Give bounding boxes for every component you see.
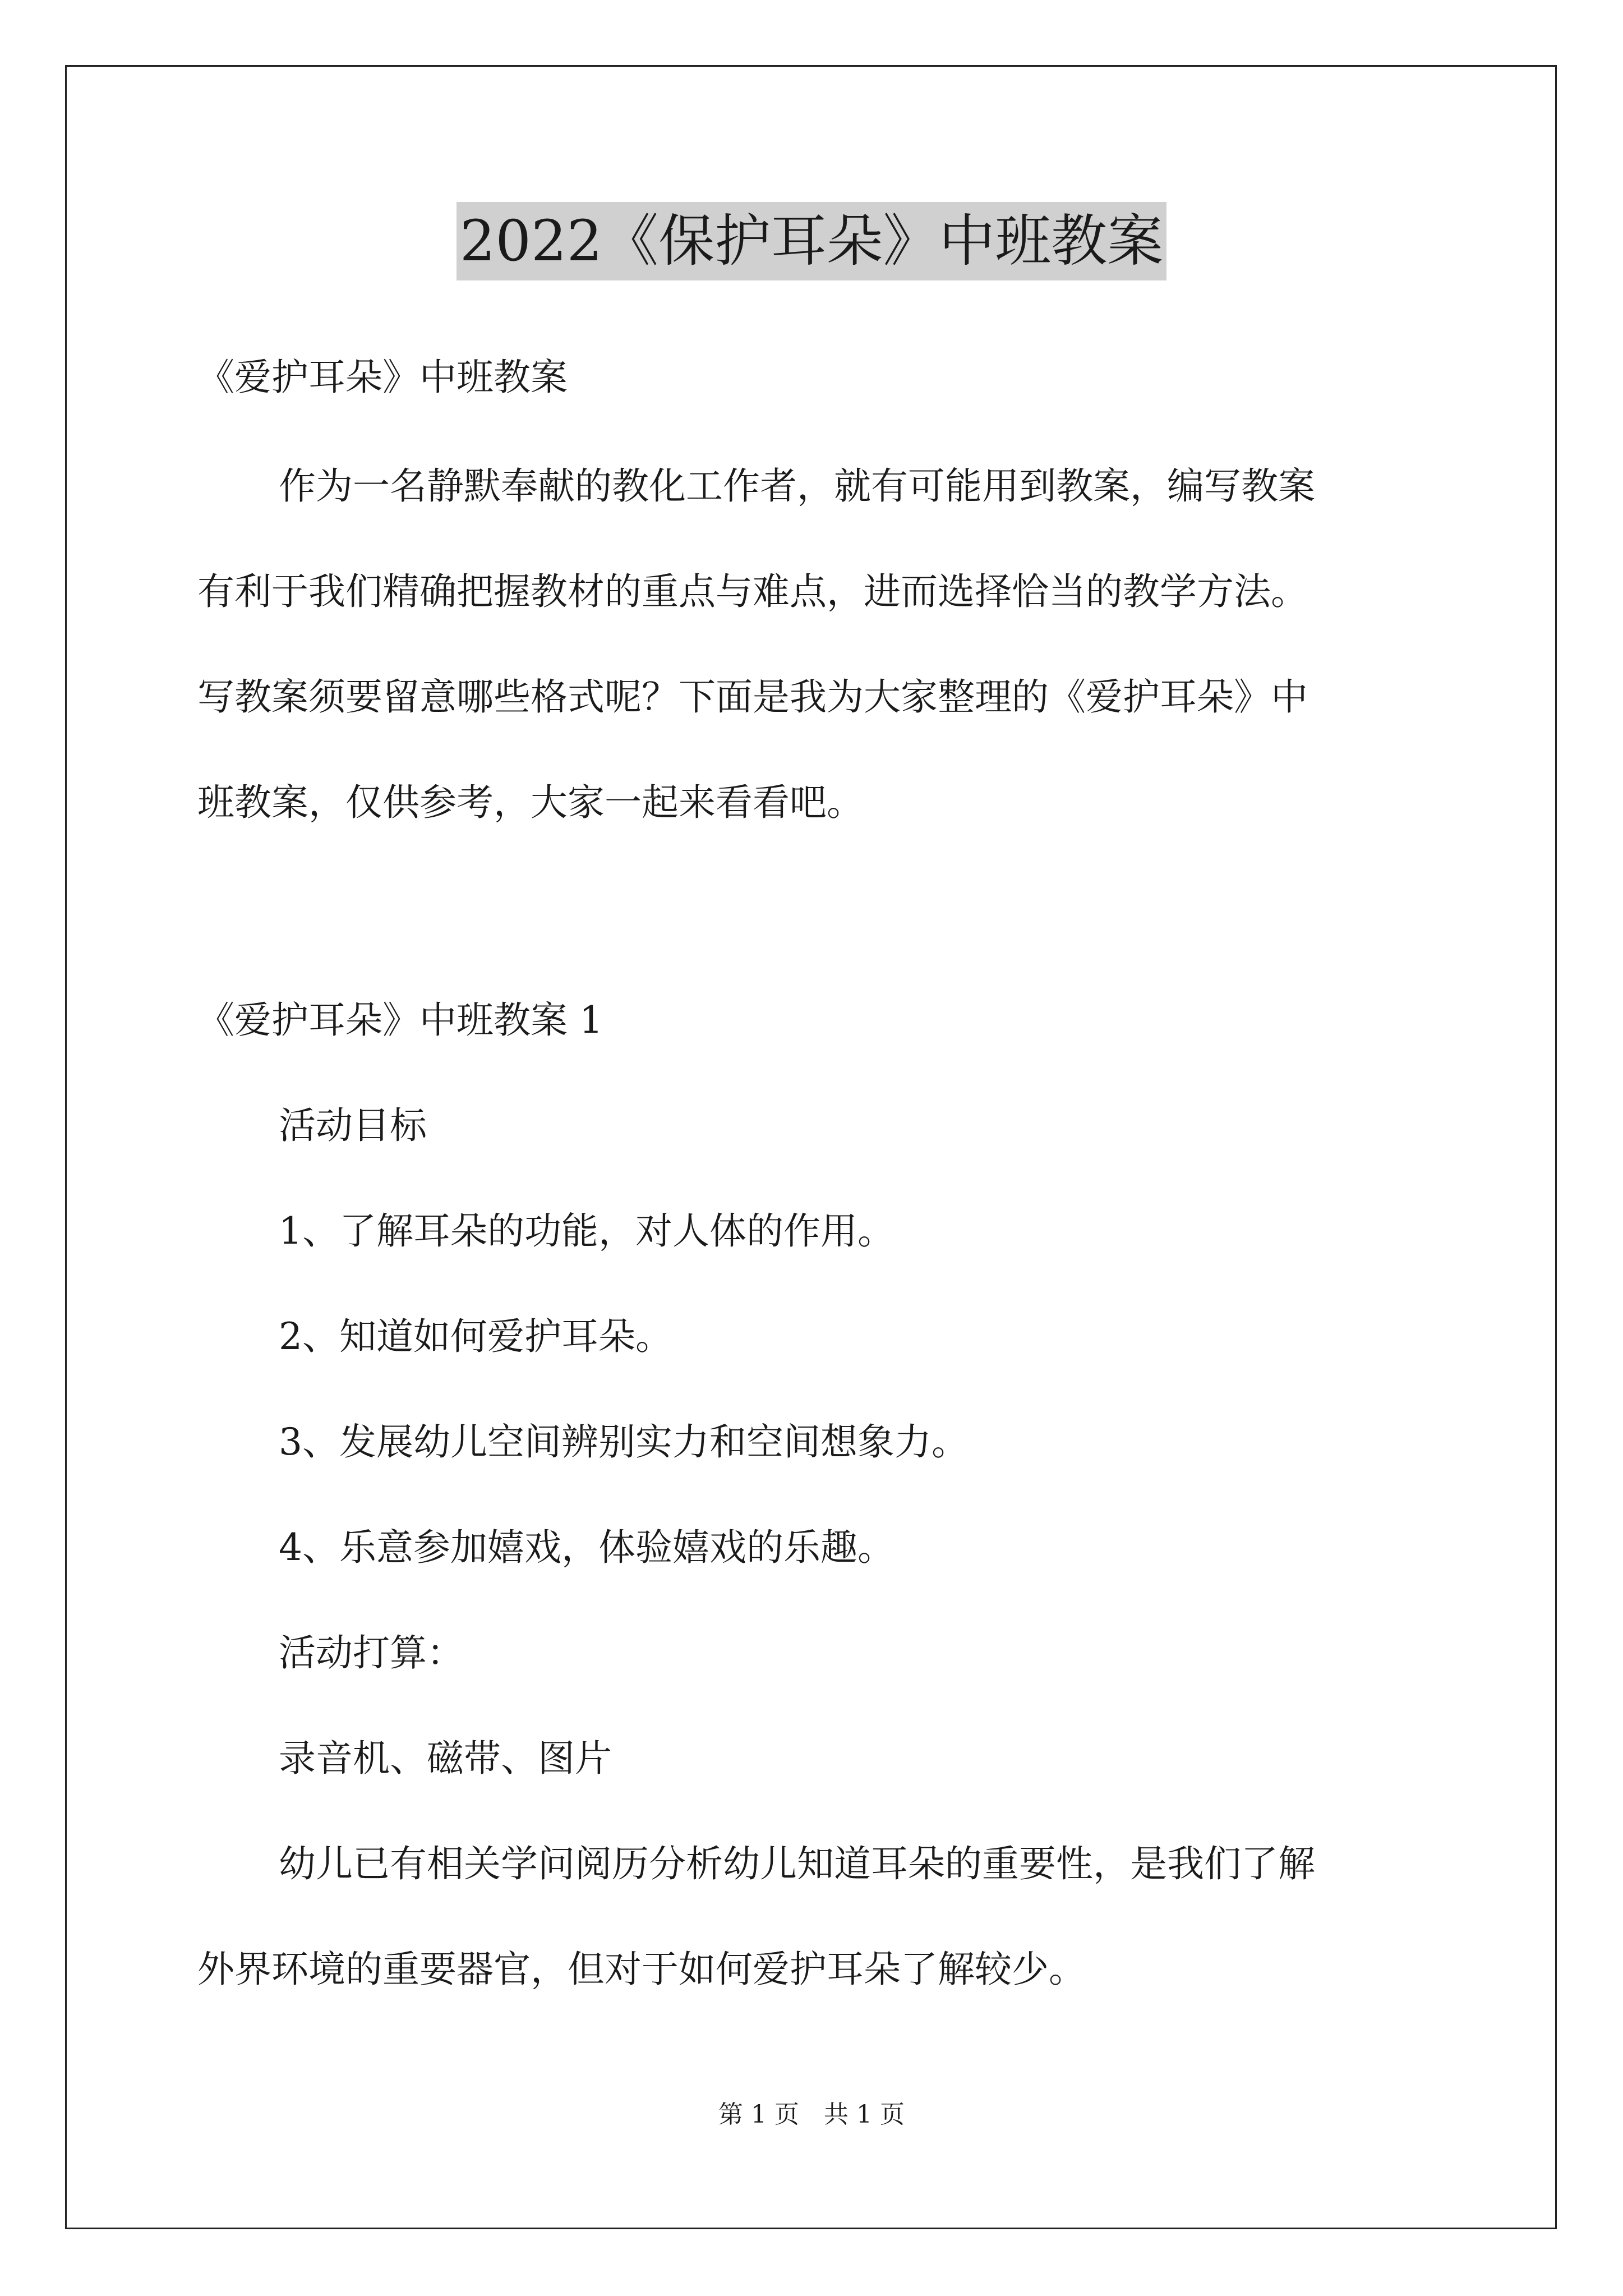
objective-item-3: 3、发展幼儿空间辨别实力和空间想象力。 <box>279 1420 969 1464</box>
objective-item-2: 2、知道如何爱护耳朵。 <box>279 1315 672 1358</box>
title-container <box>0 202 1623 280</box>
subtitle-line: 《爱护耳朵》中班教案 <box>197 356 568 399</box>
intro-line-4: 班教案，仅供参考，大家一起来看看吧。 <box>197 781 864 824</box>
intro-line-2: 有利于我们精确把握教材的重点与难点，进而选择恰当的教学方法。 <box>197 570 1308 613</box>
page-footer: 第 1 页 共 1 页 <box>718 2100 905 2129</box>
objective-item-1: 1、了解耳朵的功能，对人体的作用。 <box>279 1209 895 1253</box>
objective-item-4: 4、乐意参加嬉戏，体验嬉戏的乐趣。 <box>279 1526 895 1569</box>
analysis-line-1: 幼儿已有相关学问阅历分析幼儿知道耳朵的重要性，是我们了解 <box>279 1842 1315 1885</box>
analysis-line-2: 外界环境的重要器官，但对于如何爱护耳朵了解较少。 <box>197 1948 1086 1991</box>
materials-line: 录音机、磁带、图片 <box>279 1737 612 1780</box>
preparation-heading: 活动打算： <box>279 1631 464 1674</box>
intro-line-3: 写教案须要留意哪些格式呢？下面是我为大家整理的《爱护耳朵》中 <box>197 675 1308 719</box>
document-title: 2022《保护耳朵》中班教案 <box>457 202 1167 280</box>
section-heading: 《爱护耳朵》中班教案 1 <box>197 999 603 1042</box>
intro-line-1: 作为一名静默奉献的教化工作者，就有可能用到教案，编写教案 <box>279 464 1315 508</box>
objectives-heading: 活动目标 <box>279 1104 427 1147</box>
